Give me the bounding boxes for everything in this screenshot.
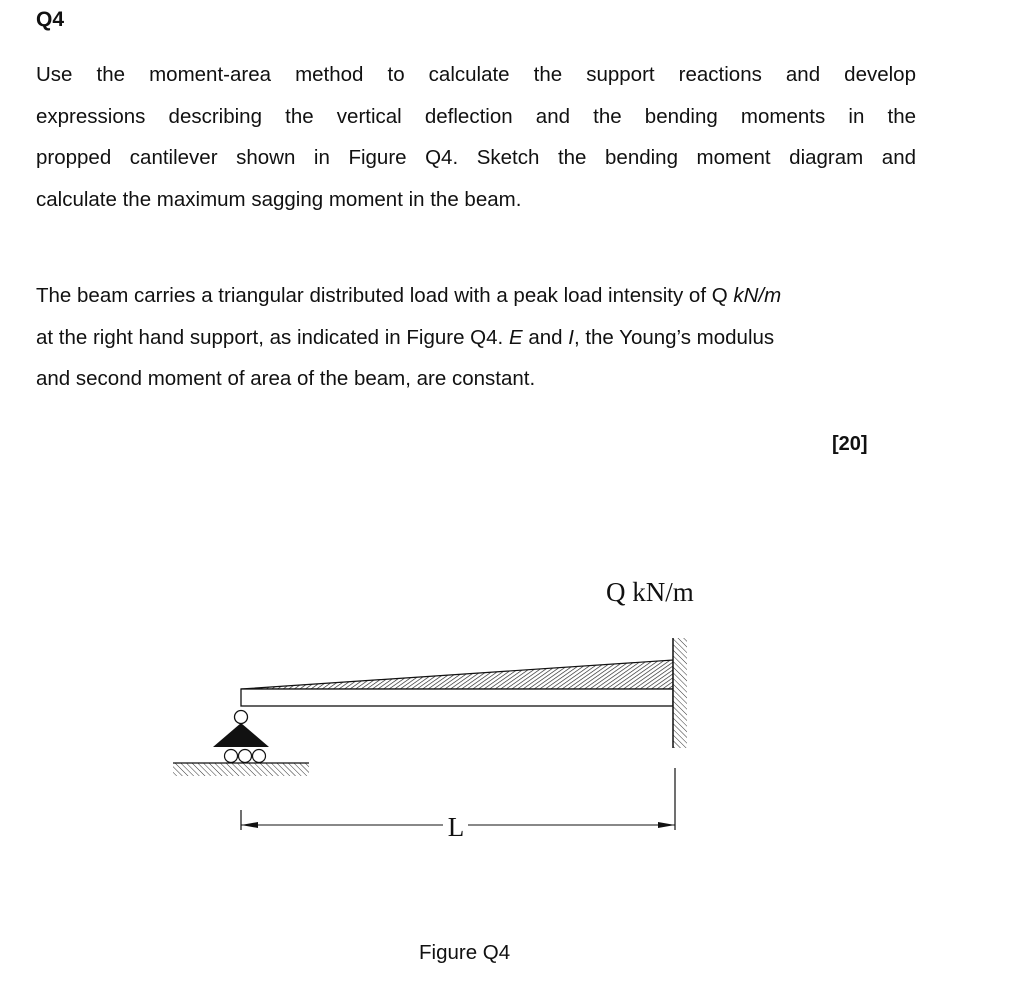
symbol-I: I — [568, 325, 574, 349]
paragraph-line: propped cantilever shown in Figure Q4. Sketch the bending moment diagram and — [36, 146, 916, 169]
paragraph-line: Use the moment-area method to calculate the support reactions and develop — [36, 63, 916, 86]
pin-circle — [235, 711, 248, 724]
triangular-load — [241, 660, 673, 689]
support-triangle — [213, 723, 269, 747]
figure-caption: Figure Q4 — [419, 941, 511, 964]
paragraph-text: and — [522, 325, 569, 349]
dimension-arrow-right — [658, 822, 675, 828]
paragraph-line: calculate the maximum sagging moment in the beam. — [36, 187, 522, 211]
roller-circle — [225, 750, 238, 763]
beam — [241, 689, 673, 706]
fixed-support — [673, 638, 687, 748]
paragraph-line: expressions describing the vertical deflection and the bending moments in the — [36, 104, 916, 128]
span-length-label: L — [447, 812, 465, 842]
load-intensity-label: Q kN/m — [606, 577, 694, 607]
unit-text: kN/m — [733, 284, 782, 307]
marks-badge: [20] — [832, 433, 868, 455]
paragraph-text: The beam carries a triangular distributed load with a peak load intensity of Q — [36, 284, 734, 307]
paragraph-line: and second moment of area of the beam, are constant. — [36, 367, 536, 390]
question-number: Q4 — [36, 8, 65, 31]
paragraph-text: at the right hand support, as indicated in Figure Q4. — [36, 325, 504, 349]
roller-circle — [253, 750, 266, 763]
span-dimension — [241, 768, 675, 842]
symbol-E: E — [508, 325, 523, 349]
ground-hatch — [173, 763, 309, 776]
dimension-arrow-left — [241, 822, 258, 828]
roller-support — [173, 711, 309, 777]
roller-circle — [239, 750, 252, 763]
paragraph-text: , the Young’s modulus — [573, 325, 775, 349]
